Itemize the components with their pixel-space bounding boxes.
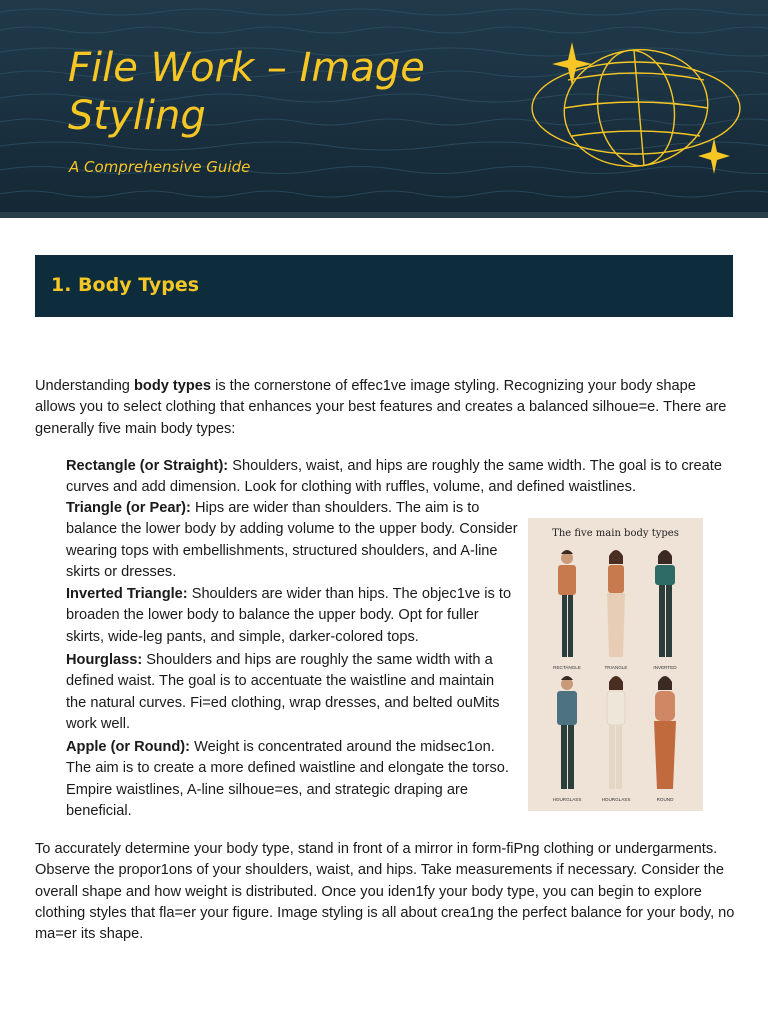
type-name: Apple (or Round):: [66, 739, 191, 755]
section-title: 1. Body Types: [51, 274, 200, 296]
figure-hourglass-2: [607, 676, 625, 789]
type-name: Hourglass:: [66, 652, 143, 668]
figure-hourglass-1: [557, 676, 577, 789]
page-subtitle: A Comprehensive Guide: [69, 158, 251, 176]
intro-text-cont: is the cornerstone of effec1ve image styling. Recognizing your body shape allows you to select clothing that enhances your best features and creates a balanced silhoue=e. There are generally five main body types:: [35, 378, 727, 437]
type-description: Shoulders, waist, and hips are roughly the same width. The goal is to create curves and add dimension. Look for clothing with ruffles, volume, and defined waistlines.: [66, 458, 722, 496]
intro-text: Understanding: [35, 378, 134, 394]
figure-label: HOURGLASS: [601, 797, 631, 802]
type-description: Hips are wider than shoulders. The aim is to balance the lower body by adding volume to the upper body. Consider wearing tops with embellishments, structured shoulders, and A-line skirts or dresses.: [66, 500, 518, 580]
type-description: Shoulders and hips are roughly the same width with a defined waist. The goal is to accentuate the waistline and maintain the natural curves. Fi=ed clothing, wrap dresses, and belted ouMits work well.: [66, 652, 500, 732]
intro-paragraph: [35, 376, 735, 440]
closing-paragraph: To accurately determine your body type, stand in front of a mirror in form-fiPng clothing or undergarments. Observe the propor1ons of your shoulders, waist, and hips. Take measurements if necessary. Consider the overall shape and how weight is distributed. Once you iden1fy your body type, you can begin to explore clothing styles that fla=er your figure. Image styling is all about crea1ng the perfect balance for your body, no ma=er its shape.: [35, 841, 735, 943]
figure-label: INVERTED: [653, 665, 677, 670]
type-description: Shoulders are wider than hips. The objec1ve is to broaden the lower body to balance the upper body. Opt for fuller skirts, wide-leg pants, and simple, darker-colored tops.: [66, 586, 512, 645]
section-header: [35, 255, 733, 317]
figure-label: HOURGLASS: [552, 797, 582, 802]
figure-title: The five main body types: [552, 528, 679, 539]
figure-rectangle: [558, 550, 576, 657]
figure-label: RECTANGLE: [553, 665, 581, 670]
figure-round: [654, 676, 676, 789]
figure-inverted: [655, 550, 675, 657]
figure-triangle: [607, 550, 625, 657]
globe-sparkle-icon: [528, 30, 748, 180]
type-name: Rectangle (or Straight):: [66, 458, 229, 474]
body-type-apple: [66, 737, 518, 822]
intro-bold: body types: [133, 378, 212, 394]
body-type-rectangle: [66, 456, 736, 499]
body-type-inverted-triangle: [66, 584, 518, 648]
body-types-illustration: [528, 518, 703, 811]
figure-label: ROUND: [656, 797, 674, 802]
figure-label: TRIANGLE: [604, 665, 628, 670]
page-title: File Work – Image Styling: [68, 45, 425, 139]
body-type-hourglass: [66, 650, 518, 735]
type-name: Triangle (or Pear):: [66, 500, 191, 516]
header-banner: [0, 0, 768, 218]
type-description: Weight is concentrated around the midsec1on. The aim is to create a more defined waistline and elongate the torso. Empire waistlines, A-line silhoue=es, and strategic draping are beneficial.: [66, 739, 509, 819]
body-type-triangle: [66, 498, 518, 583]
type-name: Inverted Triangle:: [66, 586, 188, 602]
